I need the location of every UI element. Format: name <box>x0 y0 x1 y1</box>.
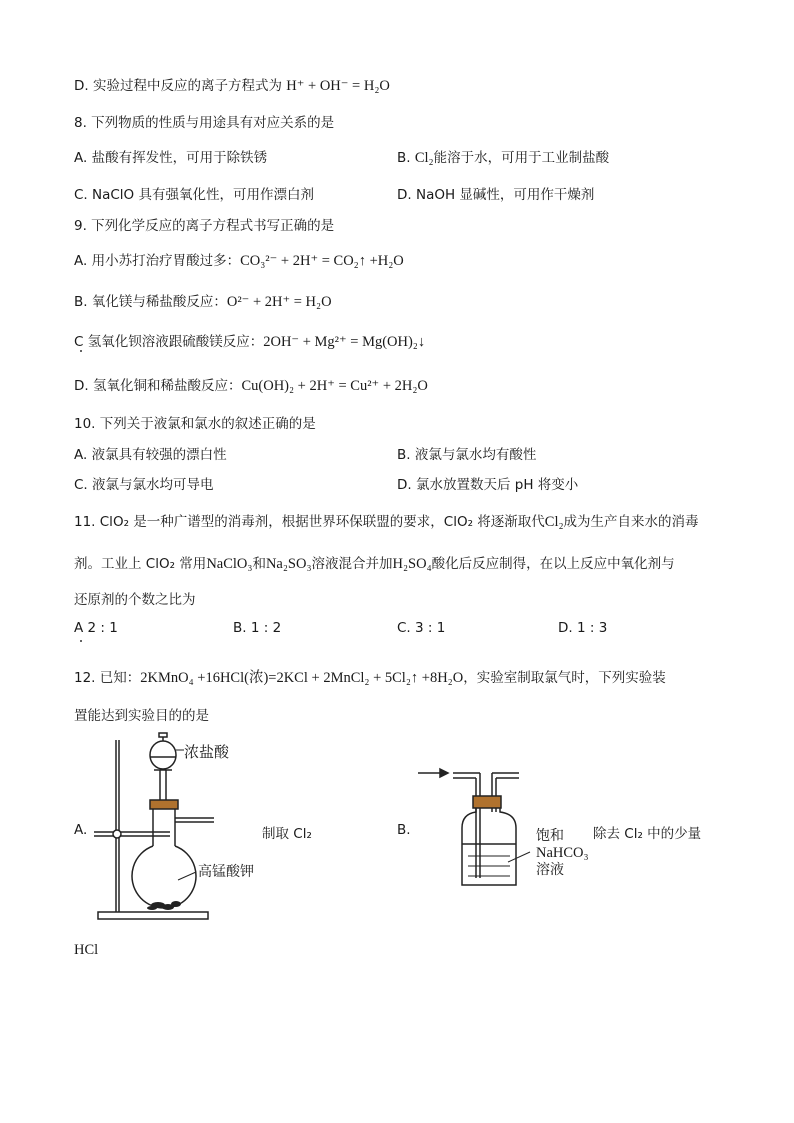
q11-line-1-text-a: 11. ClO₂ 是一种广谱型的消毒剂，根据世界环保联盟的要求，ClO₂ 将逐渐取代 <box>74 514 545 530</box>
q11-line-2-text-a: 剂。工业上 ClO₂ 常用 <box>74 556 207 572</box>
q7-option-d-text: D. 实验过程中反应的离子方程式为 <box>74 78 282 94</box>
q12-option-a-caption: 制取 Cl₂ <box>262 826 312 842</box>
q11-line-2-text-c: 酸化后反应制得，在以上反应中氧化剂与 <box>431 556 675 572</box>
q10-option-a: A. 液氯具有较强的漂白性 <box>74 447 227 463</box>
apparatus-b-label-line-3: 溶液 <box>536 862 564 878</box>
q8-option-c: C. NaClO 具有强氧化性，可用作漂白剂 <box>74 187 314 203</box>
q9-option-c-text: C 氢氧化钡溶液跟硫酸镁反应： <box>74 334 264 350</box>
q9-option-b-formula: O²⁻ + 2H⁺ = H₂O <box>226 294 332 310</box>
q8-option-b-label: B. <box>397 150 411 166</box>
q11-option-b: B. 1 : 2 <box>233 620 282 636</box>
q8-option-b-text: 能溶于水，可用于工业制盐酸 <box>433 150 610 166</box>
q10-option-c: C. 液氯与氯水均可导电 <box>74 477 214 493</box>
q10-option-d: D. 氯水放置数天后 pH 将变小 <box>397 477 579 493</box>
q8-option-d: D. NaOH 显碱性，可用作干燥剂 <box>397 187 595 203</box>
q10-stem: 10. 下列关于液氯和氯水的叙述正确的是 <box>74 416 316 432</box>
q11-option-c: C. 3 : 1 <box>397 620 446 636</box>
q11-option-a: A 2 : 1 <box>74 620 118 636</box>
q11-line-2-formula-2: Na₂SO₃ <box>265 556 312 572</box>
apparatus-b-label-line-1: 饱和 <box>536 828 564 844</box>
q12-option-b-label: B. <box>397 822 411 838</box>
q9-stem: 9. 下列化学反应的离子方程式书写正确的是 <box>74 218 335 234</box>
q7-option-d-formula: H⁺ + OH⁻ = H₂O <box>286 78 390 94</box>
q9-option-a-formula: CO₃²⁻ + 2H⁺ = CO₂↑ +H₂O <box>240 253 404 269</box>
apparatus-a-label-bottom: 高锰酸钾 <box>198 864 254 880</box>
apparatus-a-label-top: 浓盐酸 <box>184 743 230 761</box>
q9-option-b-text: B. 氧化镁与稀盐酸反应： <box>74 294 227 310</box>
q12-option-b-caption: 除去 Cl₂ 中的少量 <box>593 826 702 842</box>
q11-line-2-formula-3: H₂SO₄ <box>392 556 432 572</box>
q11-line-1-formula: Cl₂ <box>544 514 564 530</box>
q12-stem-formula: 2KMnO₄ +16HCl(浓)=2KCl + 2MnCl₂ + 5Cl₂↑ +8H₂O <box>140 670 464 686</box>
q11-line-1-text-b: 成为生产自来水的消毒 <box>563 514 699 530</box>
q8-option-b-formula: Cl₂ <box>414 150 434 166</box>
q12-stem-prefix: 12. 已知： <box>74 670 141 686</box>
q11-line-2-formula-1: NaClO₃ <box>206 556 253 572</box>
apparatus-b-label-line-2: NaHCO₃ <box>536 845 589 861</box>
q12-stem-suffix: ，实验室制取氯气时，下列实验装 <box>463 670 666 686</box>
q11-line-3: 还原剂的个数之比为 <box>74 592 196 608</box>
q12-tail-text: HCl <box>74 942 99 958</box>
q9-option-a-text: A. 用小苏打治疗胃酸过多： <box>74 253 241 269</box>
q9-option-d-text: D. 氢氧化铜和稀盐酸反应： <box>74 378 242 394</box>
apparatus-b-label <box>536 828 589 879</box>
q9-option-d-formula: Cu(OH)₂ + 2H⁺ = Cu²⁺ + 2H₂O <box>241 378 428 394</box>
q11-line-2-text-b: 溶液混合并加 <box>311 556 393 572</box>
q11-line-2-and: 和 <box>252 556 266 572</box>
q9-option-c-formula: 2OH⁻ + Mg²⁺ = Mg(OH)₂↓ <box>263 334 426 350</box>
q12-option-a-label: A. <box>74 822 88 838</box>
q8-option-a: A. 盐酸有挥发性，可用于除铁锈 <box>74 150 268 166</box>
q8-stem: 8. 下列物质的性质与用途具有对应关系的是 <box>74 115 335 131</box>
q12-stem-line-2: 置能达到实验目的的是 <box>74 708 209 724</box>
q10-option-b: B. 液氯与氯水均有酸性 <box>397 447 537 463</box>
q11-option-d: D. 1 : 3 <box>558 620 608 636</box>
